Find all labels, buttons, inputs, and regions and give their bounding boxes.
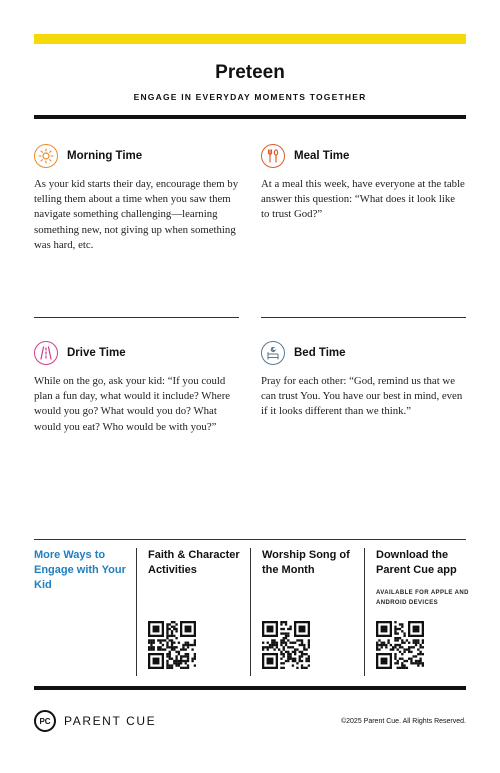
resource-faith-activities xyxy=(148,548,248,578)
bed-moon-icon xyxy=(261,341,285,365)
card-meal-time xyxy=(261,142,466,223)
more-ways-heading: More Ways to Engage with Your Kid xyxy=(34,549,126,591)
resource-title: Worship Song of the Month xyxy=(262,549,350,576)
column-divider xyxy=(364,548,365,676)
qr-code[interactable] xyxy=(376,621,424,669)
section-divider xyxy=(34,317,239,318)
utensils-icon xyxy=(261,144,285,168)
card-body: Pray for each other: “God, remind us that we can trust You. You have our best in mind, even if it looks different than we think.” xyxy=(261,375,463,418)
app-availability-note: AVAILABLE FOR APPLE AND ANDROID DEVICES xyxy=(376,590,469,606)
card-morning-time xyxy=(34,142,239,253)
page-subtitle: ENGAGE IN EVERYDAY MOMENTS TOGETHER xyxy=(133,92,367,102)
card-body: While on the go, ask your kid: “If you could plan a fun day, what would it include? Where would you go? What would you do? What would you eat? Who would be with you?” xyxy=(34,375,231,433)
card-bed-time xyxy=(261,339,466,420)
resource-title: Faith & Character Activities xyxy=(148,549,240,576)
resource-parent-cue-app xyxy=(376,548,476,608)
column-divider xyxy=(136,548,137,676)
accent-bar xyxy=(34,34,466,44)
sun-icon xyxy=(34,144,58,168)
card-title: Drive Time xyxy=(67,347,126,359)
card-title: Meal Time xyxy=(294,150,350,162)
section-divider xyxy=(261,317,466,318)
card-title: Morning Time xyxy=(67,150,143,162)
road-icon xyxy=(34,341,58,365)
qr-code[interactable] xyxy=(262,621,310,669)
header-divider xyxy=(34,115,466,119)
brand-name: PARENT CUE xyxy=(64,714,157,728)
card-body: As your kid starts their day, encourage them by telling them about a time when you saw them navigate something challenging—learning something new, not giving up when something was hard, etc. xyxy=(34,178,239,251)
footer-bar xyxy=(34,686,466,690)
footer-divider xyxy=(34,539,466,540)
copyright-text: ©2025 Parent Cue. All Rights Reserved. xyxy=(340,718,466,725)
column-divider xyxy=(250,548,251,676)
card-drive-time xyxy=(34,339,239,435)
page-title: Preteen xyxy=(215,62,285,83)
qr-code[interactable] xyxy=(148,621,196,669)
resource-title: Download the Parent Cue app xyxy=(376,549,457,576)
card-title: Bed Time xyxy=(294,347,346,359)
card-body: At a meal this week, have everyone at the table answer this question: “What does it look like to trust God?” xyxy=(261,178,465,221)
resource-worship-song xyxy=(262,548,362,578)
parent-cue-logo: PC xyxy=(34,710,56,732)
